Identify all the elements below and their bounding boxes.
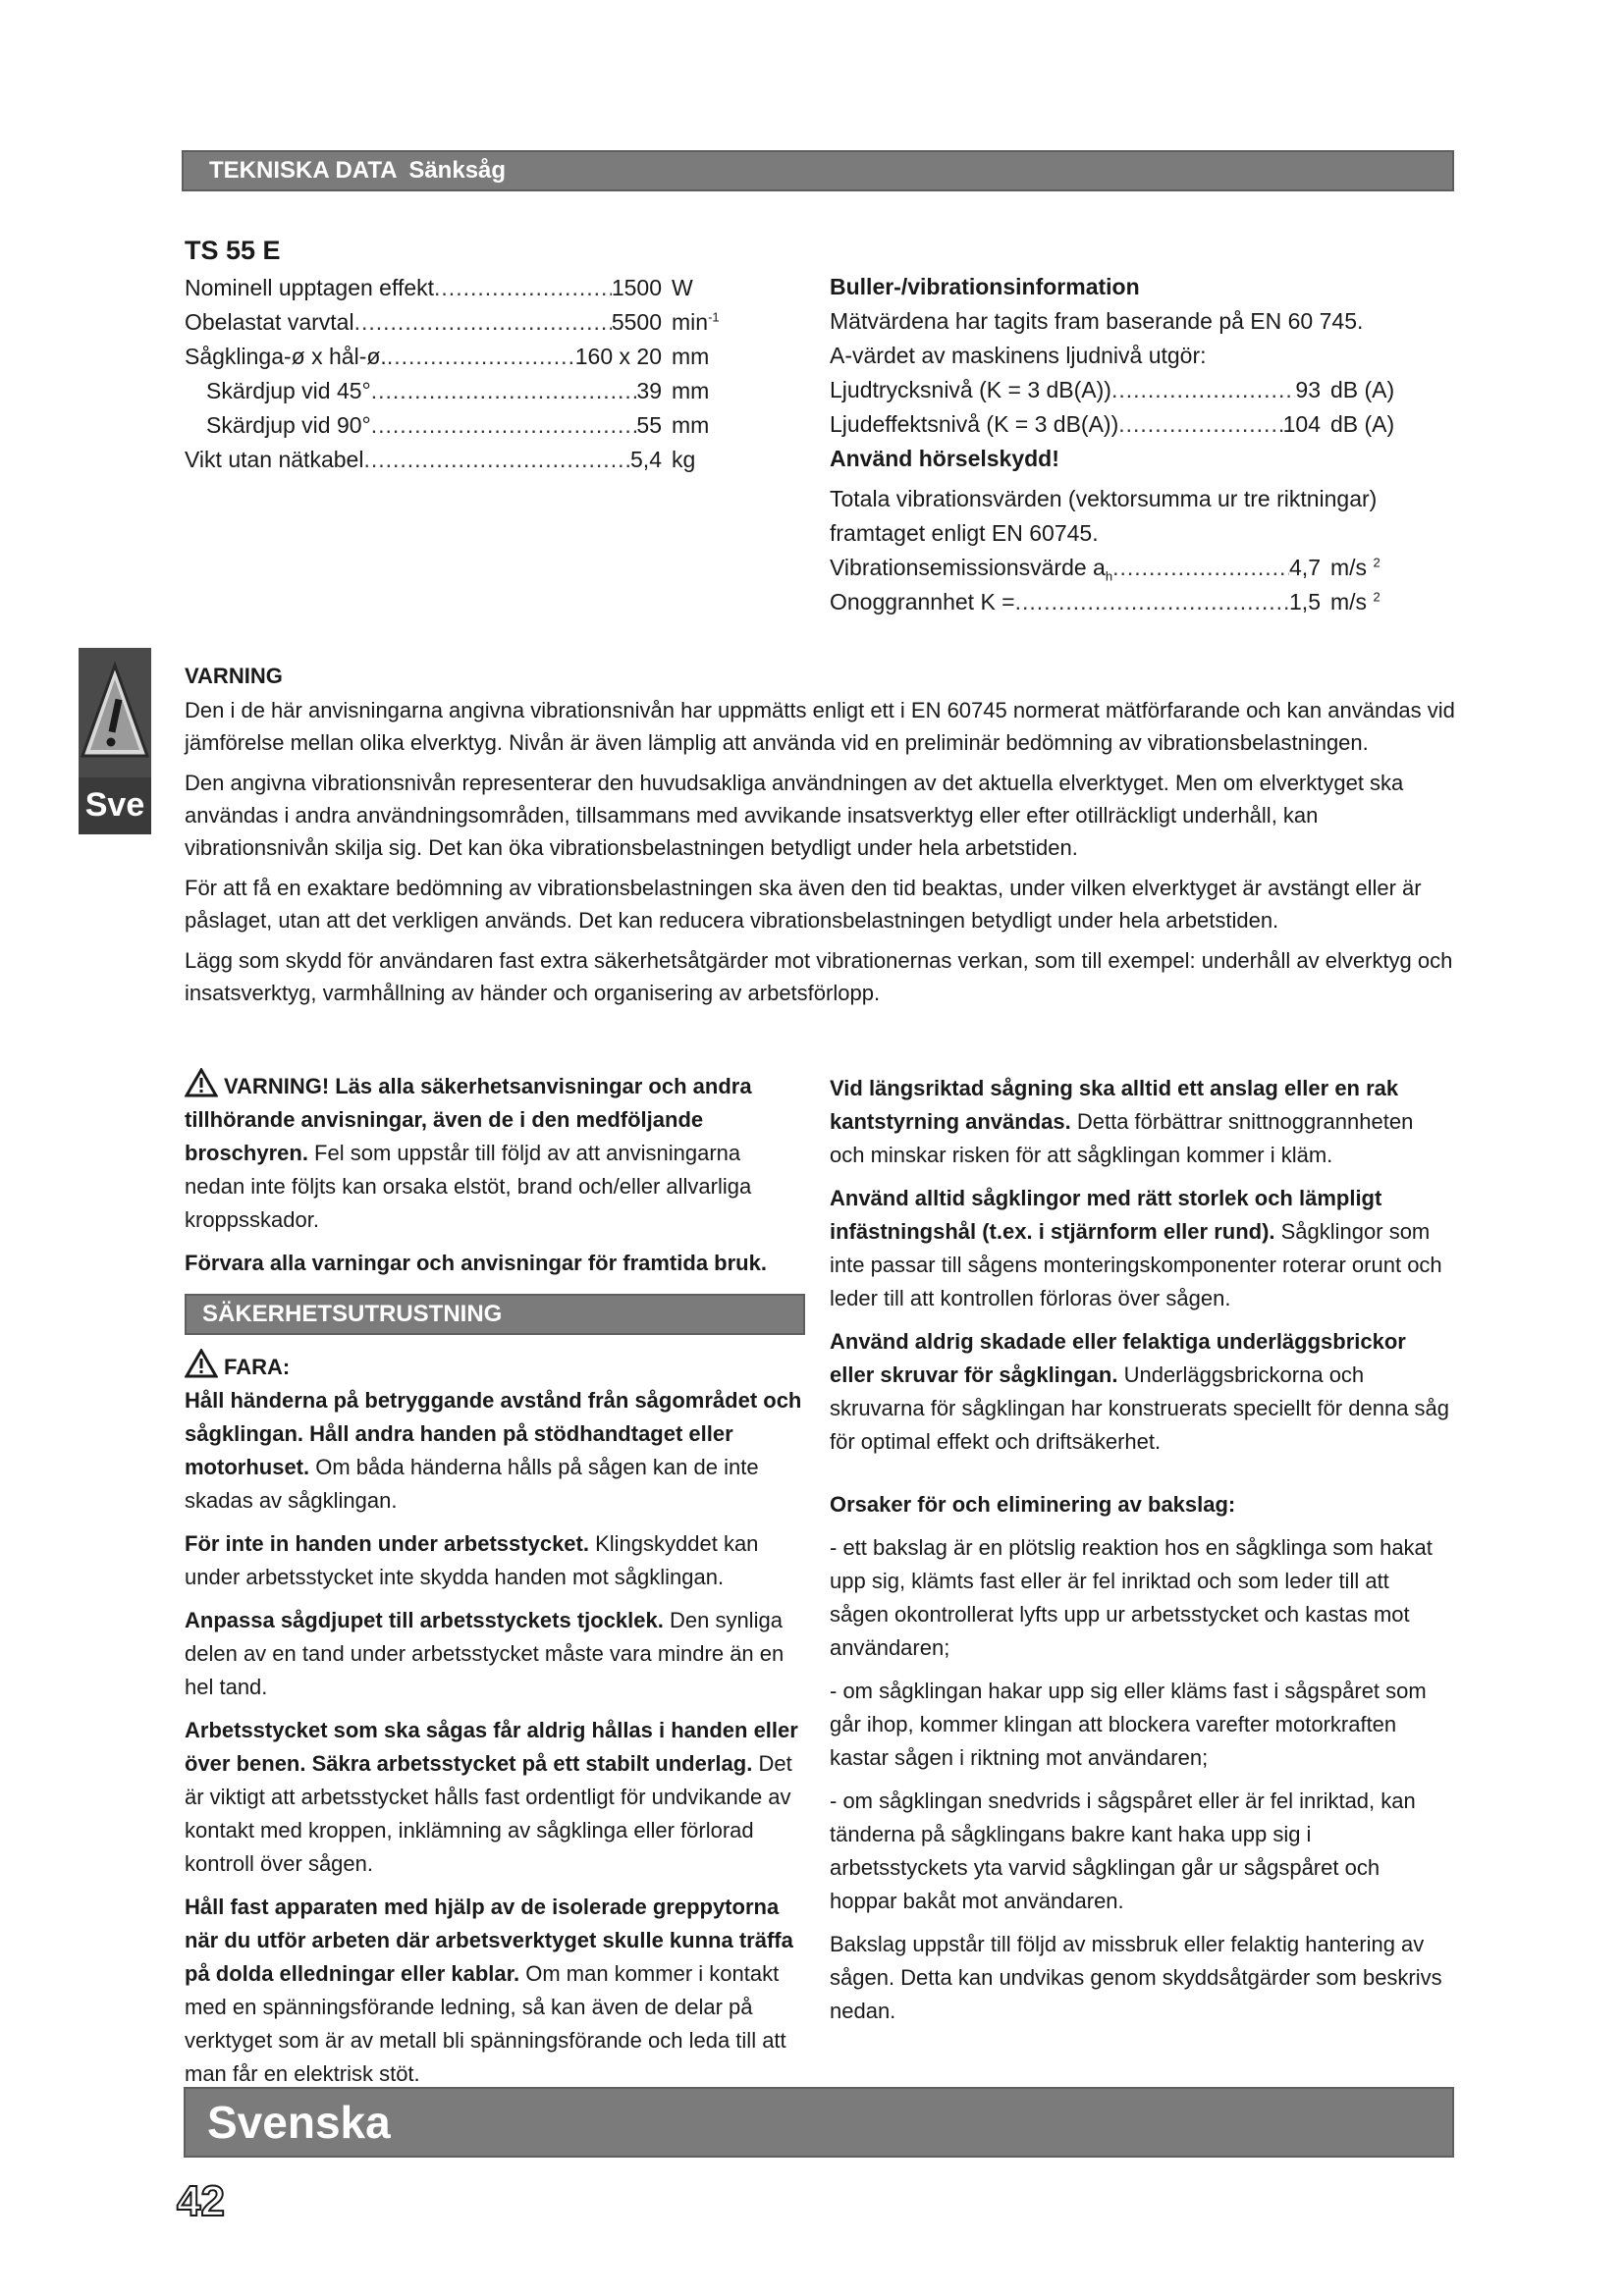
spec-row <box>185 271 734 305</box>
safety-item <box>185 1891 805 2091</box>
warning-triangle-icon <box>79 648 151 777</box>
kickback-item: - ett bakslag är en plötslig reaktion hos en sågklinga som hakat upp sig, klämts fast eller är fel inriktad och som leder till att sågen okontrollerat lyfts upp ur arbetsstycket och kastas mot användaren; <box>830 1535 1433 1660</box>
varning-paragraph: Lägg som skydd för användaren fast extra säkerhetsåtgärder mot vibrationernas verkan, som till exempel: underhåll av elverktyg och insatsverktyg, varmhållning av händer och organisering av arbetsförlopp. <box>185 948 1453 1005</box>
safety-item-text: Detta förbättrar snittnoggrannheten och minskar risken för att sågklingan kommer i kläm. <box>830 1109 1414 1167</box>
spec-row <box>185 340 734 374</box>
spec-unit: W <box>672 275 693 300</box>
header-title: TEKNISKA DATA <box>209 157 397 184</box>
noise-line: A-värdet av maskinens ljudnivå utgör: <box>830 343 1207 368</box>
spec-unit: kg <box>672 447 696 472</box>
vibration-warning <box>185 660 1461 1017</box>
spec-unit-exponent: -1 <box>708 309 720 325</box>
vib-label-sub: h <box>1105 568 1113 584</box>
spec-value: 55 <box>636 412 662 438</box>
spec-label: Vikt utan nätkabel <box>185 447 364 472</box>
page-number: 42 <box>177 2177 225 2225</box>
vib-unit: m/s <box>1330 555 1368 580</box>
right-column <box>830 1072 1450 2038</box>
safety-item <box>185 1527 805 1594</box>
spec-unit: mm <box>672 344 710 369</box>
safety-item-heading: Håll händerna på betryggande avstånd från sågområdet och sågklingan. Håll andra handen på stödhandtaget eller motorhuset. <box>185 1388 802 1479</box>
spec-unit: mm <box>672 378 710 403</box>
kickback-item: Bakslag uppstår till följd av missbruk eller felaktig hantering av sågen. Detta kan undvikas genom skyddsåtgärder som beskrivs nedan. <box>830 1932 1442 2023</box>
left-column <box>185 1068 805 2101</box>
vib-label: Vibrationsemissionsvärde a <box>830 555 1106 580</box>
danger-title: FARA: <box>224 1355 291 1379</box>
footer-language-banner: Svenska <box>184 2087 1454 2158</box>
noise-value: 104 <box>1282 411 1321 437</box>
safety-item <box>185 1604 805 1704</box>
keep-instructions: Förvara alla varningar och anvisningar för framtida bruk. <box>185 1251 767 1275</box>
noise-value: 93 <box>1295 377 1321 402</box>
vib-label: Onoggrannhet K = <box>830 589 1015 614</box>
safety-equipment-banner: SÄKERHETSUTRUSTNING <box>185 1294 805 1335</box>
ear-warning: Använd hörselskydd! <box>830 446 1059 471</box>
spec-label: Skärdjup vid 45° <box>206 378 371 403</box>
header-subtitle: Sänksåg <box>408 157 507 184</box>
kickback-item: - om sågklingan hakar upp sig eller kläms fast i sågspåret som går ihop, kommer klingan att blockera varefter motorkraften kastar sågen i riktning mot användaren; <box>830 1679 1427 1770</box>
vib-unit-exponent: 2 <box>1373 555 1380 570</box>
spec-label: Skärdjup vid 90° <box>206 412 371 438</box>
safety-item-heading: Håll fast apparaten med hjälp av de isolerade greppytorna när du utför arbeten där arbetsverktyget skulle kunna träffa på dolda elledningar eller kablar. <box>185 1895 793 1986</box>
warning-triangle-icon <box>185 1349 218 1378</box>
vib-value: 4,7 <box>1289 555 1321 580</box>
safety-item-text: Den synliga delen av en tand under arbetsstycket måste vara mindre än en hel tand. <box>185 1608 785 1699</box>
vib-unit-exponent: 2 <box>1373 589 1380 605</box>
safety-item <box>830 1325 1450 1459</box>
safety-item <box>830 1182 1450 1315</box>
safety-warning <box>185 1068 805 1237</box>
safety-item-text: Underläggsbrickorna och skruvarna för sågklingan har konstruerats speciellt för denna såg för optimal effekt och driftsäkerhet. <box>830 1362 1450 1454</box>
noise-section <box>830 270 1409 619</box>
safety-warning-text: Fel som uppstår till följd av att anvisningarna nedan inte följts kan orsaka elstöt, brand och/eller allvarliga kroppsskador. <box>185 1141 752 1232</box>
varning-paragraph: För att få en exaktare bedömning av vibrationsbelastningen ska även den tid beaktas, under vilken elverktyget är avstängt eller är påslaget, utan att det verkligen används. Det kan reducera vibrationsbelastningen betydligt under hela arbetstiden. <box>185 876 1422 933</box>
spec-label: Obelastat varvtal <box>185 309 354 335</box>
noise-label: Ljudeffektsnivå (K = 3 dB(A)) <box>830 411 1119 437</box>
danger-heading <box>185 1349 805 1384</box>
spec-unit: mm <box>672 412 710 438</box>
spec-value: 1500 <box>611 275 662 300</box>
kickback-title: Orsaker för och eliminering av bakslag: <box>830 1492 1236 1517</box>
spec-value: 39 <box>636 378 662 403</box>
vib-unit: m/s <box>1330 589 1368 614</box>
vib-value: 1,5 <box>1289 589 1321 614</box>
safety-item-text: Sågklingor som inte passar till sågens monteringskomponenter roterar orunt och leder till att kontrollen förloras över sågen. <box>830 1219 1442 1310</box>
safety-warning-heading: VARNING! Läs alla säkerhetsanvisningar och andra tillhörande anvisningar, även de i den medföljande broschyren. <box>185 1074 752 1165</box>
varning-paragraph: Den i de här anvisningarna angivna vibrationsnivån har uppmätts enligt ett i EN 60745 normerat mätförfarande och kan användas vid jämförelse mellan olika elverktyg. Nivån är även lämplig att använda vid en preliminär bedömning av vibrationsbelastningen. <box>185 698 1455 755</box>
noise-line: Mätvärdena har tagits fram baserande på EN 60 745. <box>830 308 1364 334</box>
model-title: TS 55 E <box>185 236 281 265</box>
language-side-tab <box>79 648 151 834</box>
safety-item <box>830 1072 1450 1172</box>
spec-row <box>185 374 734 408</box>
varning-title: VARNING <box>185 664 283 688</box>
safety-item-text: Klingskyddet kan under arbetsstycket inte skydda handen mot sågklingan. <box>185 1531 759 1589</box>
safety-item-heading: Anpassa sågdjupet till arbetsstyckets tjocklek. <box>185 1608 664 1632</box>
header-banner <box>182 150 1454 191</box>
safety-item-heading: För inte in handen under arbetsstycket. <box>185 1531 589 1556</box>
spec-row <box>185 408 734 443</box>
spec-label: Sågklinga-ø x hål-ø. <box>185 344 387 369</box>
spec-label: Nominell upptagen effekt <box>185 275 435 300</box>
spec-row <box>185 305 734 340</box>
varning-paragraph: Den angivna vibrationsnivån representerar den huvudsakliga användningen av det aktuella elverktyget. Men om elverktyget ska användas i andra användningsområden, tillsammans med avvikande insatsverktyg eller efter otillräckligt underhåll, kan vibrationsnivån skilja sig. Det kan öka vibrationsbelastningen betydligt under hela arbetstiden. <box>185 771 1404 860</box>
spec-value: 160 x 20 <box>574 344 662 369</box>
warning-triangle-icon <box>185 1068 218 1097</box>
noise-unit: dB (A) <box>1330 411 1395 437</box>
spec-table <box>185 271 734 477</box>
vib-row <box>830 585 1409 619</box>
safety-item <box>185 1714 805 1881</box>
safety-item-text: Om man kommer i kontakt med en spänningsförande ledning, så kan även de delar på verktyget som är av metall bli spänningsförande och leda till att man får en elektrisk stöt. <box>185 1961 786 2086</box>
spec-value: 5,4 <box>630 447 662 472</box>
spec-row <box>185 443 734 477</box>
side-tab-label: Sve <box>84 786 145 824</box>
safety-item-heading: Använd aldrig skadade eller felaktiga underläggsbrickor eller skruvar för sågklingan. <box>830 1329 1406 1387</box>
safety-item-heading: Arbetsstycket som ska sågas får aldrig hållas i handen eller över benen. Säkra arbetsstycket på ett stabilt underlag. <box>185 1718 798 1776</box>
safety-item-heading: Vid längsriktad sågning ska alltid ett anslag eller en rak kantstyrning användas. <box>830 1076 1399 1134</box>
noise-title: Buller-/vibrationsinformation <box>830 274 1140 299</box>
noise-row <box>830 407 1409 442</box>
kickback-item: - om sågklingan snedvrids i sågspåret eller är fel inriktad, kan tänderna på sågklingans bakre kant haka upp sig i arbetsstyckets yta varvid sågklingan går ur sågspåret och hoppar bakåt mot användaren. <box>830 1789 1416 1913</box>
safety-item-text: Det är viktigt att arbetsstycket hålls fast ordentligt för undvikande av kontakt med kroppen, inklämning av sågklinga eller förlorad kontroll över sågen. <box>185 1751 792 1876</box>
vib-row <box>830 551 1409 585</box>
noise-row <box>830 373 1409 407</box>
safety-item-text: Om båda händerna hålls på sågen kan de inte skadas av sågklingan. <box>185 1455 759 1513</box>
vib-text: Totala vibrationsvärden (vektorsumma ur tre riktningar) framtaget enligt EN 60745. <box>830 486 1378 546</box>
spec-unit: min <box>672 309 709 335</box>
safety-item-heading: Använd alltid sågklingor med rätt storlek och lämpligt infästningshål (t.ex. i stjärnform eller rund). <box>830 1186 1382 1244</box>
spec-value: 5500 <box>611 309 662 335</box>
noise-label: Ljudtrycksnivå (K = 3 dB(A)) <box>830 377 1111 402</box>
noise-unit: dB (A) <box>1330 377 1395 402</box>
safety-item <box>185 1384 805 1518</box>
